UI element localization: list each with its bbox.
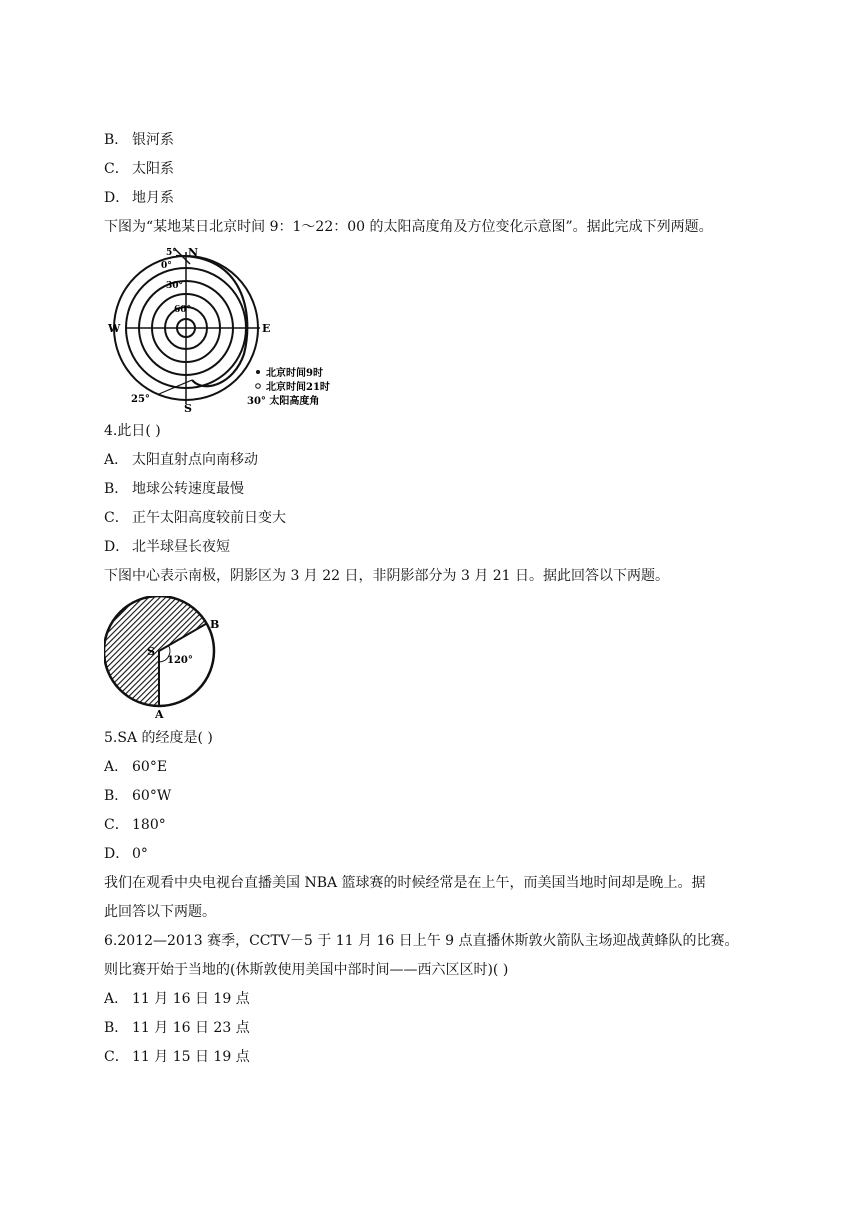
north-label: N xyxy=(188,246,199,259)
legend-9h: 北京时间9时 xyxy=(266,368,323,379)
q4-option-c xyxy=(104,508,286,528)
option-letter: B． xyxy=(104,1020,129,1036)
option-letter: C． xyxy=(104,817,129,833)
point-a-label: A xyxy=(155,708,164,721)
sun-path-diagram xyxy=(104,244,354,414)
south-pole-date-diagram xyxy=(104,596,228,722)
option-b xyxy=(104,130,174,150)
option-letter: D． xyxy=(104,846,130,862)
option-letter: C． xyxy=(104,161,129,177)
option-letter: C． xyxy=(104,1049,129,1065)
question-4-stem: 4.此日( ) xyxy=(104,423,161,439)
question-6-stem-line-1: 6.2012—2013 赛季，CCTV－5 于 11 月 16 日上午 9 点直播休斯敦火箭队主场迎战黄蜂队的比赛。 xyxy=(104,933,739,949)
option-letter: D． xyxy=(104,190,130,206)
option-text: 太阳系 xyxy=(132,161,174,177)
altitude-0-label: 0° xyxy=(161,261,172,271)
option-letter: A． xyxy=(104,991,129,1007)
intro-paragraph-3-line-1: 我们在观看中央电视台直播美国 NBA 篮球赛的时候经常是在上午，而美国当地时间却是晚上。据 xyxy=(104,875,706,891)
intro-paragraph-3-line-2: 此回答以下两题。 xyxy=(104,904,216,920)
option-letter: A． xyxy=(104,759,129,775)
option-c xyxy=(104,159,174,179)
legend-21h: 北京时间21时 xyxy=(266,382,330,393)
q5-option-a xyxy=(104,757,167,777)
option-text: 银河系 xyxy=(132,132,174,148)
option-letter: C． xyxy=(104,510,129,526)
altitude-30-label: 30° xyxy=(166,281,184,291)
option-text: 11 月 15 日 19 点 xyxy=(132,1049,250,1065)
q5-option-c xyxy=(104,815,166,835)
legend-altitude: 30° 太阳高度角 xyxy=(247,396,320,407)
option-letter: A． xyxy=(104,452,129,468)
legend-marker-9h xyxy=(256,370,260,374)
q4-option-b xyxy=(104,479,244,499)
q6-option-a xyxy=(104,989,250,1009)
option-text: 北半球昼长夜短 xyxy=(132,539,230,555)
option-d xyxy=(104,188,174,208)
q5-option-d xyxy=(104,844,148,864)
point-b-label: B xyxy=(210,618,220,631)
option-letter: B． xyxy=(104,132,129,148)
option-text: 60°E xyxy=(132,759,168,775)
west-label: W xyxy=(108,322,121,335)
q5-option-b xyxy=(104,786,171,806)
option-text: 60°W xyxy=(132,788,172,804)
option-text: 太阳直射点向南移动 xyxy=(132,452,258,468)
option-text: 11 月 16 日 19 点 xyxy=(132,991,250,1007)
azimuth-25-label: 25° xyxy=(131,394,150,405)
option-text: 0° xyxy=(132,846,148,862)
legend-marker-21h xyxy=(256,384,261,389)
q4-option-d xyxy=(104,537,230,557)
question-5-stem: 5.SA 的经度是( ) xyxy=(104,730,213,746)
altitude-60-label: 60° xyxy=(174,305,192,315)
intro-paragraph-1: 下图为“某地某日北京时间 9：1～22：00 的太阳高度角及方位变化示意图”。据此完成下列两题。 xyxy=(104,219,713,235)
option-text: 地月系 xyxy=(132,190,174,206)
pole-label-s: S xyxy=(147,645,155,658)
option-text: 180° xyxy=(132,817,166,833)
q6-option-c xyxy=(104,1047,250,1067)
azimuth-5-label: 5° xyxy=(166,248,177,258)
q6-option-b xyxy=(104,1018,250,1038)
question-6-stem-line-2: 则比赛开始于当地的(休斯敦使用美国中部时间——西六区区时)( ) xyxy=(104,962,509,978)
option-letter: D． xyxy=(104,539,130,555)
option-letter: B． xyxy=(104,481,129,497)
angle-label: 120° xyxy=(167,655,193,666)
option-text: 11 月 16 日 23 点 xyxy=(132,1020,250,1036)
option-text: 正午太阳高度较前日变大 xyxy=(132,510,286,526)
q4-option-a xyxy=(104,450,258,470)
option-letter: B． xyxy=(104,788,129,804)
intro-paragraph-2: 下图中心表示南极，阴影区为 3 月 22 日，非阴影部分为 3 月 21 日。据此回答以下两题。 xyxy=(104,568,670,584)
east-label: E xyxy=(262,322,271,335)
option-text: 地球公转速度最慢 xyxy=(132,481,244,497)
south-label: S xyxy=(184,402,192,414)
